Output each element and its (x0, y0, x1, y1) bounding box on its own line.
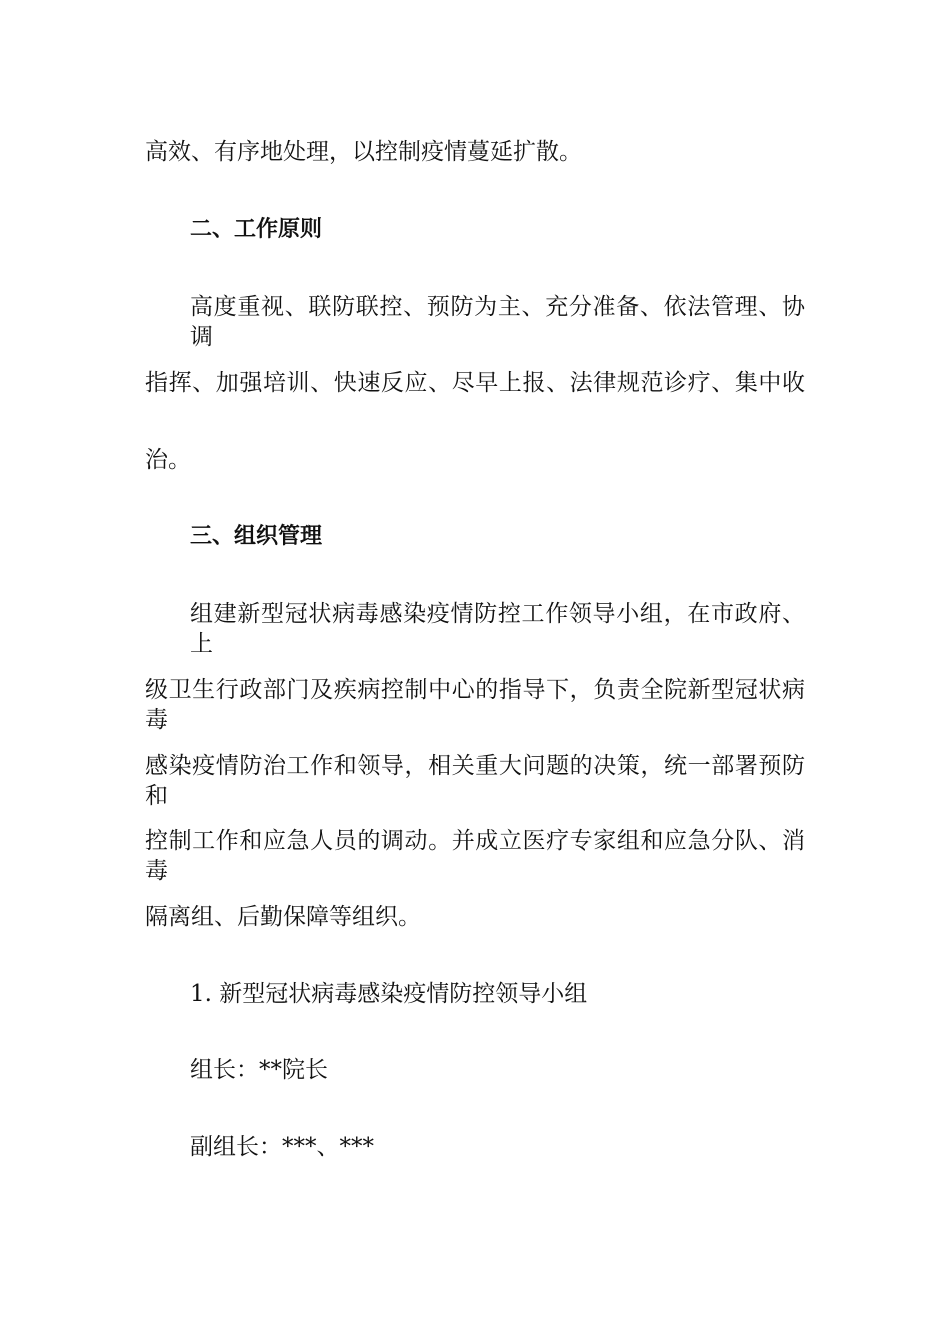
paragraph-line: 治。 (145, 447, 191, 473)
paragraph-line: 高效、有序地处理，以控制疫情蔓延扩散。 (145, 139, 582, 165)
paragraph-line: 指挥、加强培训、快速反应、尽早上报、法律规范诊疗、集中收 (145, 370, 805, 396)
deputy-leader-line: 副组长：***、*** (190, 1134, 374, 1160)
paragraph-line: 高度重视、联防联控、预防为主、充分准备、依法管理、协调 (190, 294, 805, 350)
group-leader-line: 组长：**院长 (190, 1057, 328, 1083)
section-heading-organization: 三、组织管理 (190, 524, 323, 549)
section-heading-principles: 二、工作原则 (190, 217, 323, 242)
paragraph-line: 感染疫情防治工作和领导，相关重大问题的决策，统一部署预防和 (145, 753, 805, 809)
paragraph-line: 组建新型冠状病毒感染疫情防控工作领导小组，在市政府、上 (190, 601, 805, 657)
list-item-leading-group: 1. 新型冠状病毒感染疫情防控领导小组 (190, 981, 588, 1007)
paragraph-line: 控制工作和应急人员的调动。并成立医疗专家组和应急分队、消毒 (145, 828, 805, 884)
paragraph-line: 隔离组、后勤保障等组织。 (145, 904, 421, 930)
paragraph-line: 级卫生行政部门及疾病控制中心的指导下，负责全院新型冠状病毒 (145, 677, 805, 733)
